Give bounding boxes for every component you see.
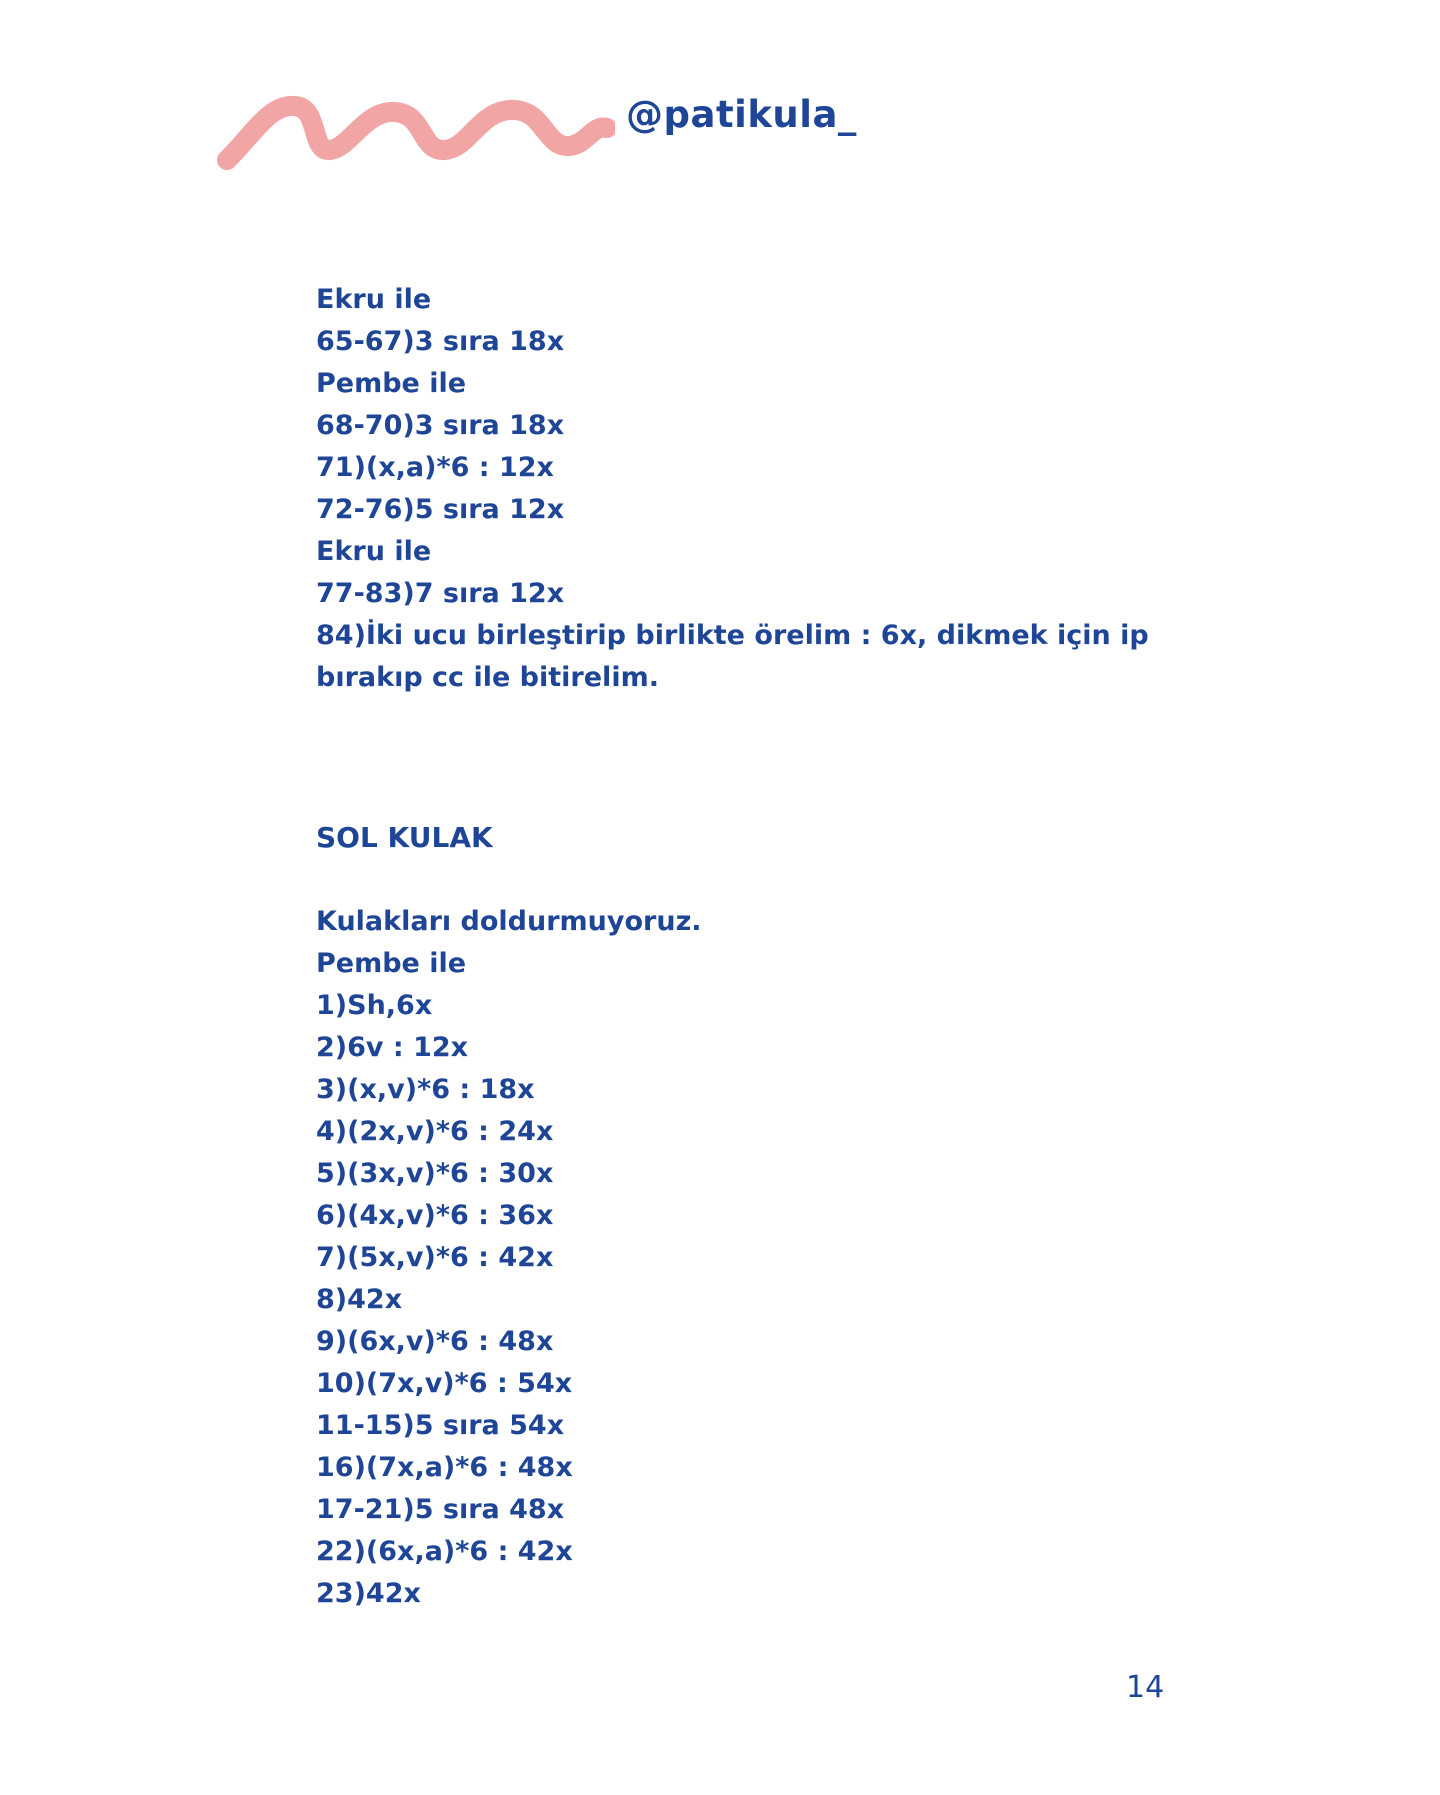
instruction-line: 77-83)7 sıra 12x (316, 578, 565, 609)
section-left-ear-instructions (316, 901, 1196, 1615)
instruction-line: 84)İki ucu birleştirip birlikte örelim : 6x, dikmek için ip bırakıp cc ile bitirelim. (316, 620, 1149, 693)
instruction-line: 11-15)5 sıra 54x (316, 1410, 565, 1441)
pink-squiggle-decoration (215, 92, 615, 177)
instruction-line: 1)Sh,6x (316, 990, 433, 1021)
instruction-line: 71)(x,a)*6 : 12x (316, 452, 554, 483)
instruction-line: 10)(7x,v)*6 : 54x (316, 1368, 573, 1399)
instruction-line: Kulakları doldurmuyoruz. (316, 906, 702, 937)
instruction-line: 17-21)5 sıra 48x (316, 1494, 565, 1525)
instruction-line: 6)(4x,v)*6 : 36x (316, 1200, 554, 1231)
section-title-left-ear: SOL KULAK (316, 821, 493, 854)
instruction-line: 72-76)5 sıra 12x (316, 494, 565, 525)
instruction-line: 8)42x (316, 1284, 403, 1315)
instruction-line: Ekru ile (316, 284, 432, 315)
instruction-line: 5)(3x,v)*6 : 30x (316, 1158, 554, 1189)
section-body-instructions (316, 279, 1196, 699)
instruction-line: Pembe ile (316, 368, 467, 399)
instagram-handle: @patikula_ (626, 93, 857, 136)
page-number: 14 (1126, 1670, 1165, 1705)
instruction-line: 3)(x,v)*6 : 18x (316, 1074, 535, 1105)
instruction-line: 2)6v : 12x (316, 1032, 469, 1063)
instruction-line: 9)(6x,v)*6 : 48x (316, 1326, 554, 1357)
instruction-line: 23)42x (316, 1578, 421, 1609)
instruction-line: 22)(6x,a)*6 : 42x (316, 1536, 573, 1567)
instruction-line: Pembe ile (316, 948, 467, 979)
instruction-line: 16)(7x,a)*6 : 48x (316, 1452, 573, 1483)
instruction-line: Ekru ile (316, 536, 432, 567)
instruction-line: 68-70)3 sıra 18x (316, 410, 565, 441)
instruction-line: 4)(2x,v)*6 : 24x (316, 1116, 554, 1147)
instruction-line: 65-67)3 sıra 18x (316, 326, 565, 357)
pattern-content (316, 279, 1196, 1615)
instruction-line: 7)(5x,v)*6 : 42x (316, 1242, 554, 1273)
